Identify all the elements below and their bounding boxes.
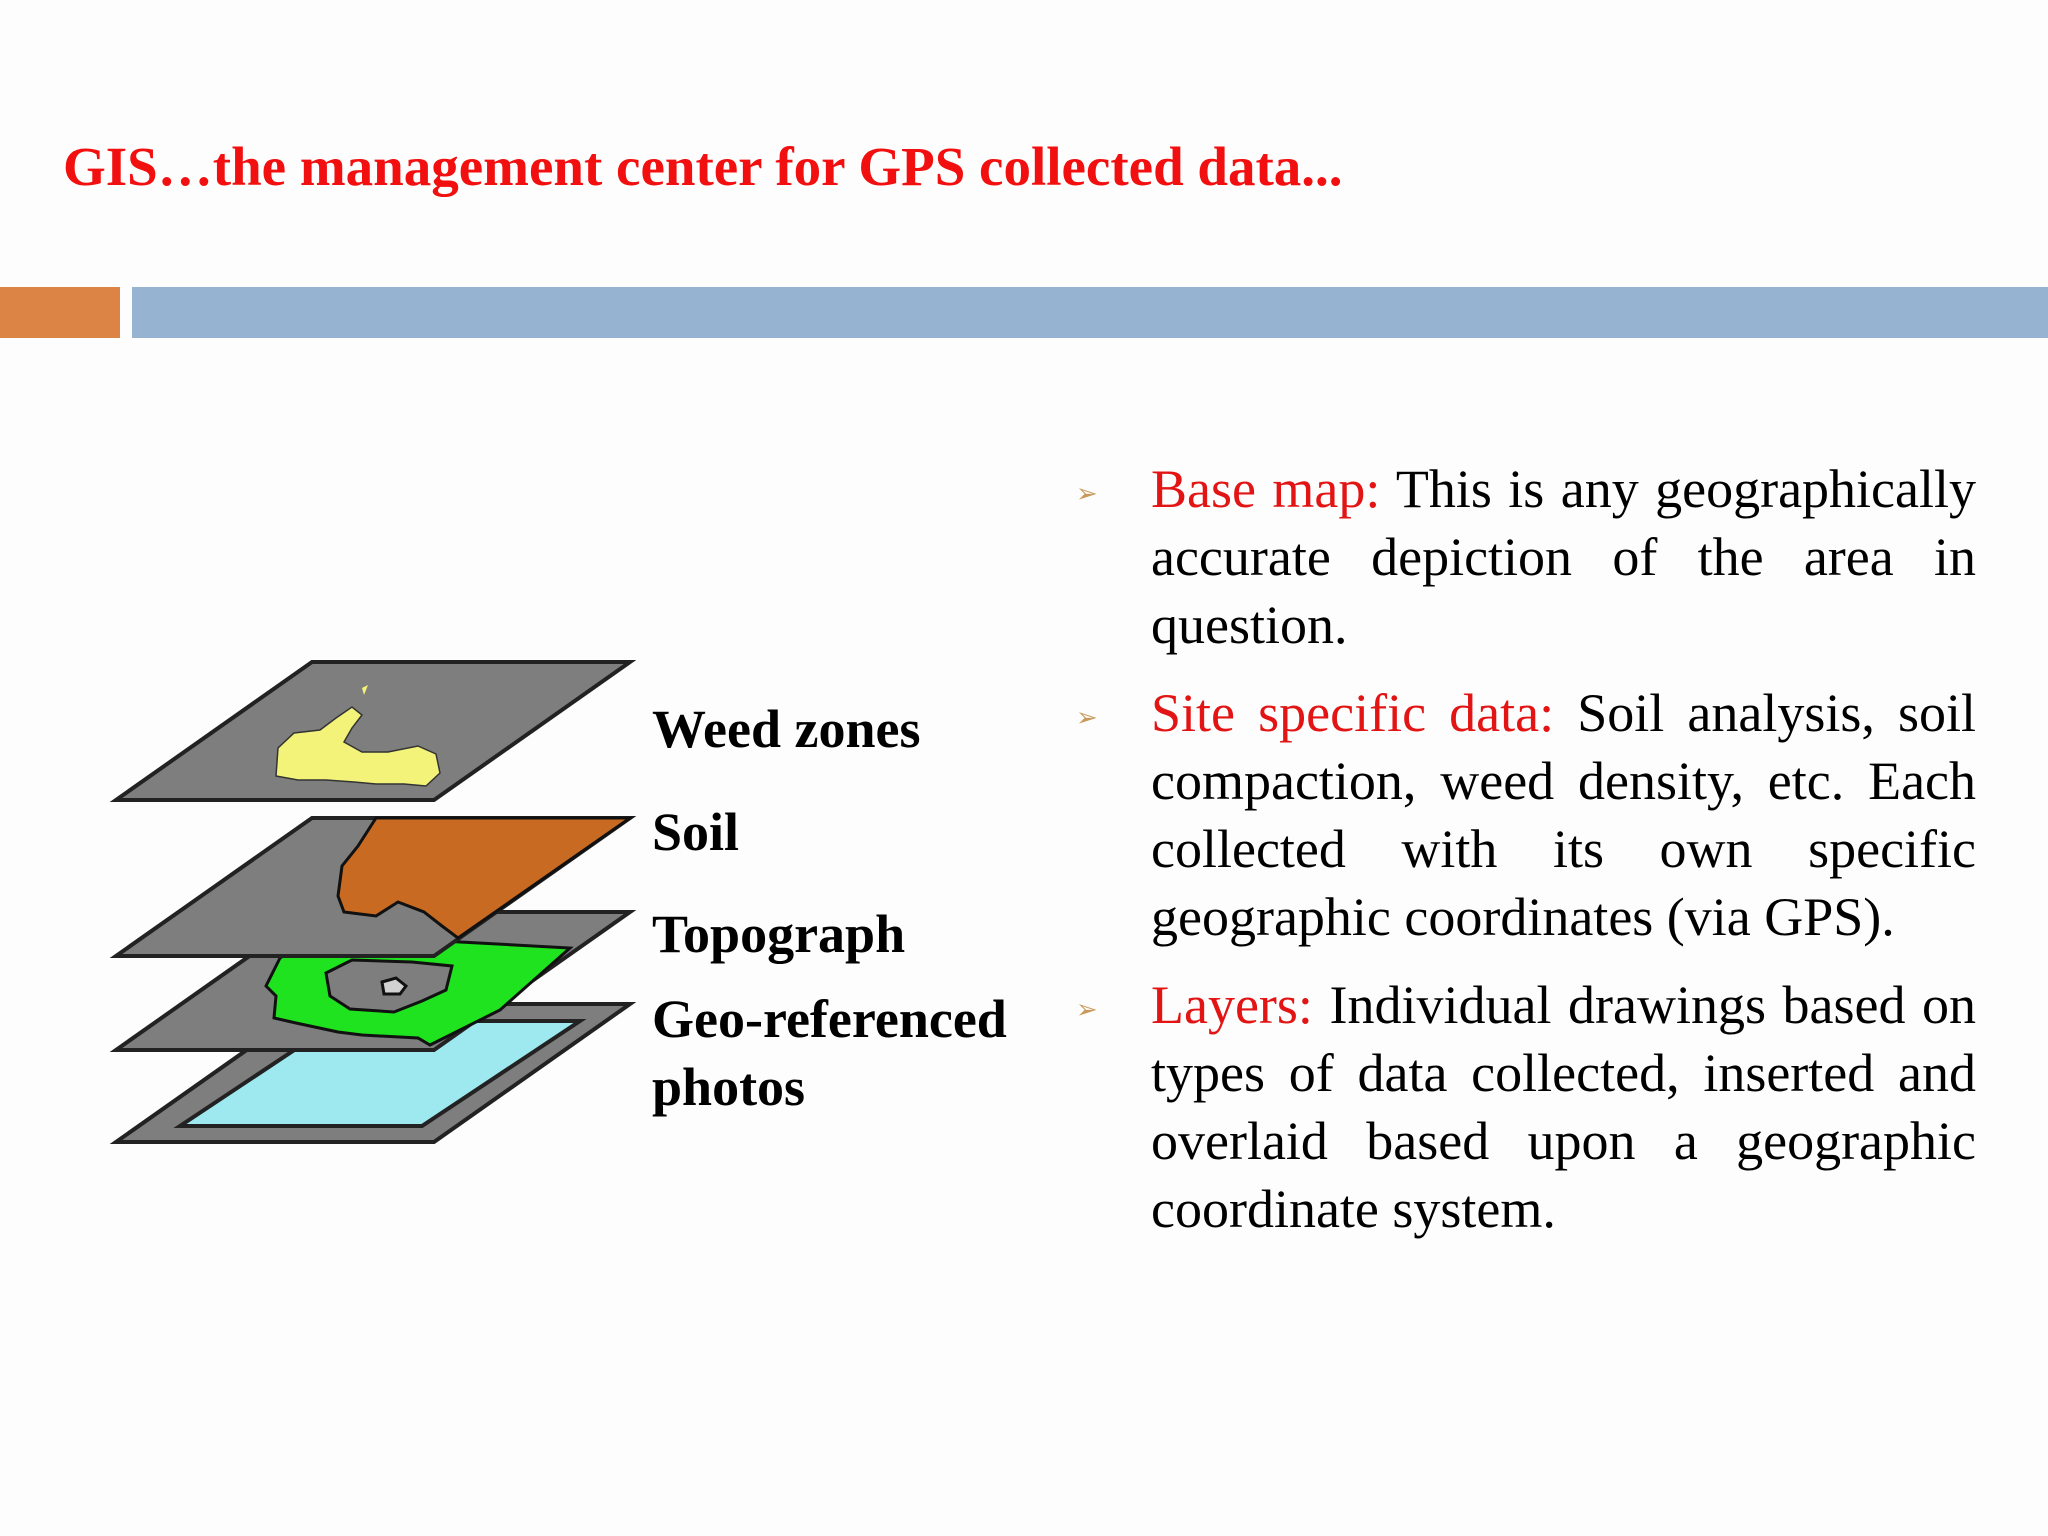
accent-bar-orange [0,287,120,338]
arrow-bullet-icon: ➢ [1076,703,1098,733]
bullet-term: Base map: [1151,459,1381,519]
bullet-text [1151,971,1976,1243]
layer-label-topograph: Topograph [652,904,906,964]
layer-label-photos-line1: Geo-referenced [652,989,1007,1049]
arrow-bullet-icon: ➢ [1076,479,1098,509]
bullet-item-site-specific-data [1076,679,1976,951]
bullet-body: Soil analysis, soil compaction, weed density, etc. Each collected with its own specific geographic coordinates (via GPS). [1151,683,1977,947]
layer-label-photos [652,985,1007,1121]
bullet-list [1076,455,1976,1263]
bullet-text [1151,679,1976,951]
layer-label-photos-line2: photos [652,1057,806,1117]
weed-zones-layer [116,662,630,800]
bullet-item-base-map [1076,455,1976,659]
bullet-body: Individual drawings based on types of data collected, inserted and overlaid based upon a geographic coordinate system. [1151,975,1977,1239]
bullet-term: Site specific data: [1151,683,1555,743]
gis-layers-diagram [100,640,660,1160]
bullet-body: This is any geographically accurate depiction of the area in question. [1151,459,1976,655]
layer-label-weed-zones: Weed zones [652,699,921,759]
bullet-text [1151,455,1976,659]
bullet-term: Layers: [1151,975,1313,1035]
layer-label-soil: Soil [652,802,740,862]
arrow-bullet-icon: ➢ [1076,995,1098,1025]
bullet-item-layers [1076,971,1976,1243]
accent-bar-blue [132,287,2048,338]
slide-title: GIS…the management center for GPS collected data... [63,136,1343,197]
